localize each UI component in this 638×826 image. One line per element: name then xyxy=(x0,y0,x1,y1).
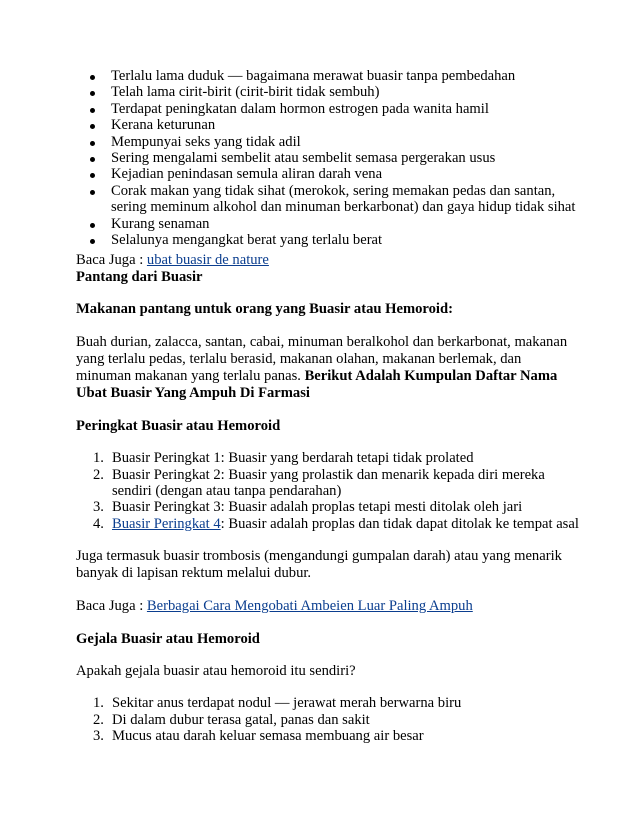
bullet-icon xyxy=(90,75,95,80)
list-item: Kurang senaman xyxy=(76,216,576,232)
list-item: Kerana keturunan xyxy=(76,117,576,133)
paragraph-trombosis: Juga termasuk buasir trombosis (mengandungi gumpalan darah) atau yang menarik banyak di lapisan rektum melalui dubur. xyxy=(76,548,562,582)
list-item: Sering mengalami sembelit atau sembelit semasa pergerakan usus xyxy=(76,150,576,166)
paragraph-makanan: Buah durian, zalacca, santan, cabai, minuman beralkohol dan berkarbonat, makanan yang terlalu pedas, terlalu berasid, makanan olahan, makanan berlemak, dan minuman makanan yang terlalu panas. Berikut Adalah Kumpulan Daftar Nama Ubat Buasir Yang Ampuh Di Farmasi xyxy=(76,333,568,401)
list-item: Selalunya mengangkat berat yang terlalu berat xyxy=(76,232,576,248)
bullet-icon xyxy=(90,190,95,195)
link-ubat-buasir[interactable]: ubat buasir de nature xyxy=(146,252,269,269)
heading-gejala: Gejala Buasir atau Hemoroid xyxy=(76,630,260,647)
list-item: 2. Buasir Peringkat 2: Buasir yang prolastik dan menarik kepada diri mereka sendiri (dengan atau tanpa pendarahan) xyxy=(93,466,545,499)
list-item: 3. Mucus atau darah keluar semasa membuang air besar xyxy=(93,728,424,745)
causes-list xyxy=(76,68,576,248)
list-item: Terlalu lama duduk — bagaimana merawat buasir tanpa pembedahan xyxy=(76,68,576,84)
list-item: 4. Buasir Peringkat 4: Buasir adalah proplas dan tidak dapat ditolak ke tempat asal xyxy=(93,515,579,532)
bullet-icon xyxy=(90,157,95,162)
bullet-icon xyxy=(90,239,95,244)
symptoms-list xyxy=(76,695,576,744)
bullet-icon xyxy=(90,124,95,129)
heading-peringkat: Peringkat Buasir atau Hemoroid xyxy=(76,417,281,434)
list-item: 1. Buasir Peringkat 1: Buasir yang berdarah tetapi tidak prolated xyxy=(93,450,474,467)
bullet-icon xyxy=(90,141,95,146)
list-item: Terdapat peningkatan dalam hormon estrogen pada wanita hamil xyxy=(76,101,576,117)
document-page xyxy=(76,68,579,745)
stages-list xyxy=(76,450,579,532)
bullet-icon xyxy=(90,173,95,178)
list-item: Mempunyai seks yang tidak adil xyxy=(76,134,576,150)
heading-makanan: Makanan pantang untuk orang yang Buasir atau Hemoroid: xyxy=(76,301,453,318)
paragraph-gejala: Apakah gejala buasir atau hemoroid itu sendiri? xyxy=(76,662,356,679)
heading-pantang: Pantang dari Buasir xyxy=(76,268,203,285)
list-item: Kejadian penindasan semula aliran darah vena xyxy=(76,166,576,182)
baca-juga-1: Baca Juga : ubat buasir de nature xyxy=(76,252,269,269)
bullet-icon xyxy=(90,223,95,228)
bullet-icon xyxy=(90,91,95,96)
link-ambeien-luar[interactable]: Berbagai Cara Mengobati Ambeien Luar Paling Ampuh xyxy=(146,598,473,615)
list-item: Corak makan yang tidak sihat (merokok, sering memakan pedas dan santan, sering meminum alkohol dan minuman berkarbonat) dan gaya hidup tidak sihat xyxy=(76,183,576,216)
baca-juga-2: Baca Juga : Berbagai Cara Mengobati Ambeien Luar Paling Ampuh xyxy=(76,598,473,615)
list-item: Telah lama cirit-birit (cirit-birit tidak sembuh) xyxy=(76,84,576,100)
list-item: 2. Di dalam dubur terasa gatal, panas dan sakit xyxy=(93,711,370,728)
list-item: 1. Sekitar anus terdapat nodul — jerawat merah berwarna biru xyxy=(93,695,462,712)
list-item: 3. Buasir Peringkat 3: Buasir adalah proplas tetapi mesti ditolak oleh jari xyxy=(93,499,523,516)
bullet-icon xyxy=(90,108,95,113)
link-buasir-peringkat-4[interactable]: Buasir Peringkat 4 xyxy=(112,515,221,532)
